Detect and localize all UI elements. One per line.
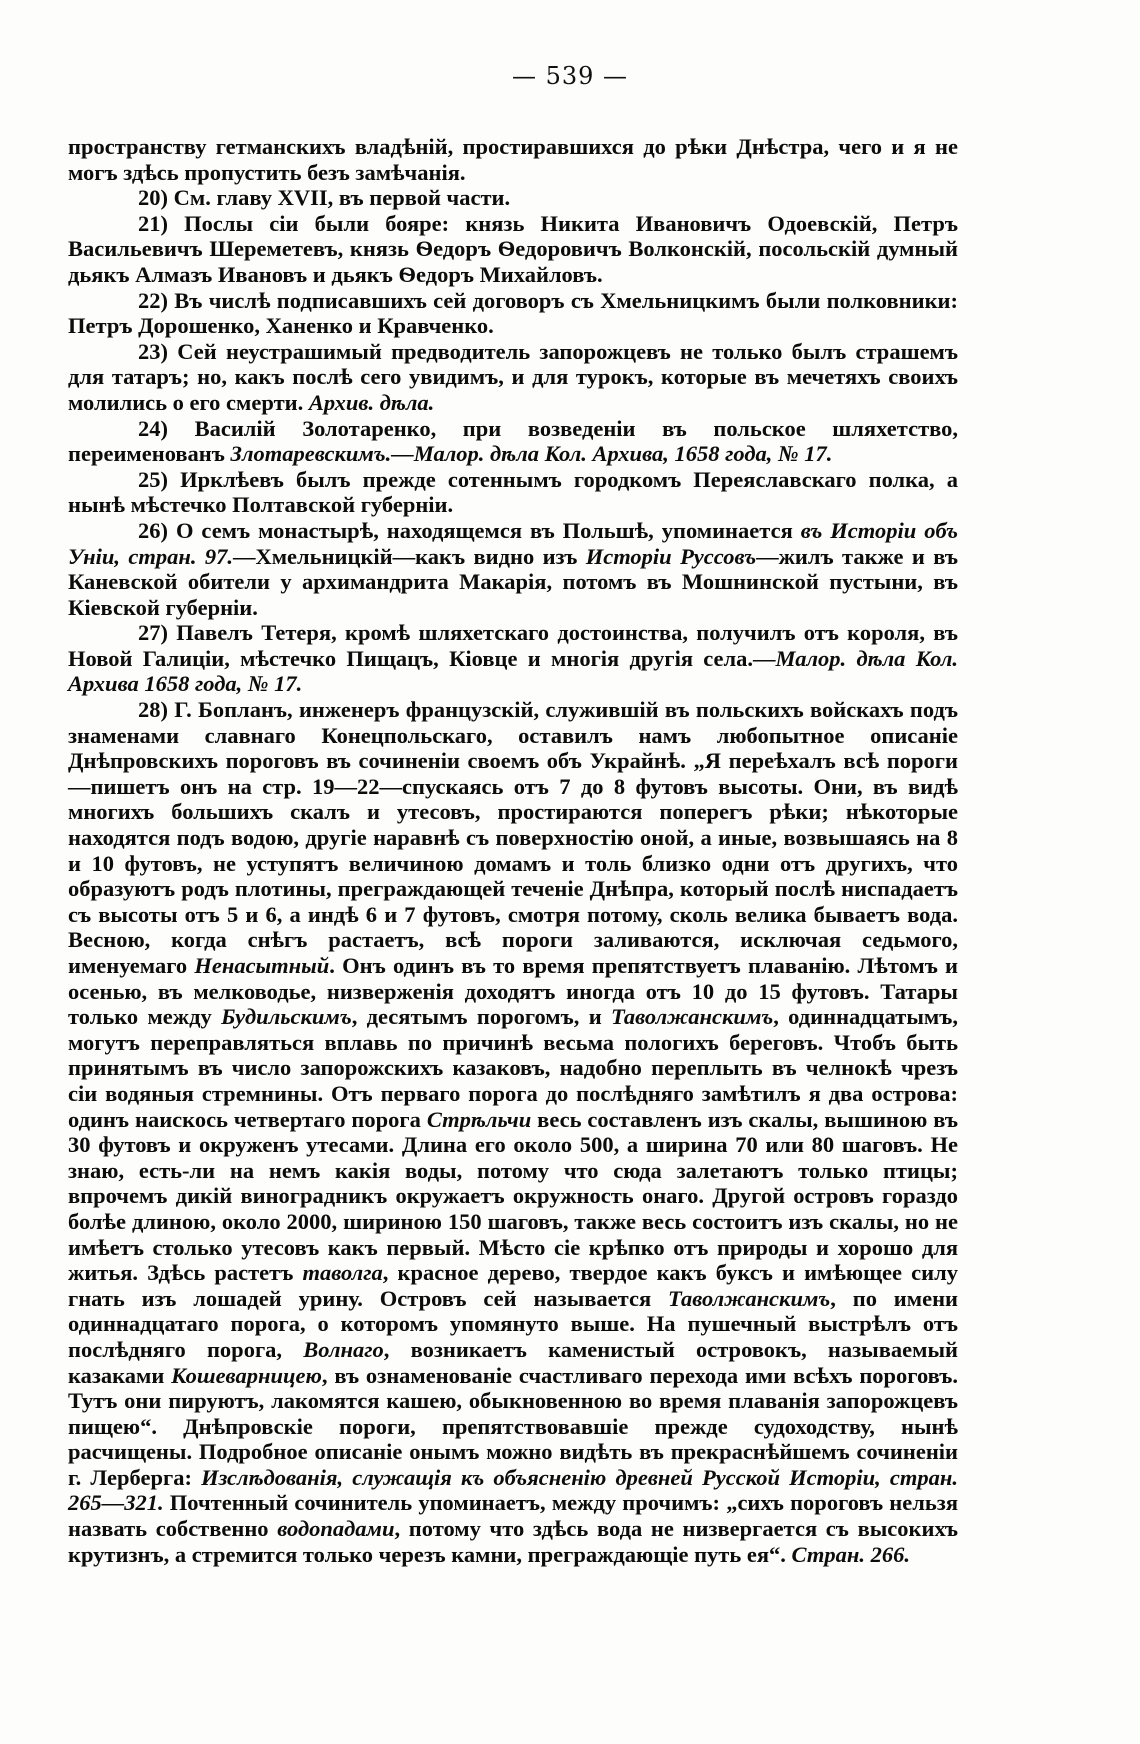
italic-citation: Малор. дѣла Кол. Архива 1658 года, № 17. [68,645,958,697]
footnote-28 [68,697,958,1567]
text-run: 27) Павелъ Тетеря, кромѣ шляхетскаго достоинства, получилъ отъ короля, въ Новой Галиціи, мѣстечко Пищацъ, Кіовце и многія другія села.— [68,620,958,671]
footnotes-text [68,134,958,1567]
page-number: — 539 — [511,62,629,90]
text-run: —Хмельницкій—какъ видно изъ [232,543,586,569]
text-run: , одиннадцатымъ, могутъ переправляться вплавь по причинѣ весьма пологихъ береговъ. Чтобъ быть принятымъ въ число запорожскихъ казаковъ, надобно переплыть въ челнокѣ чрезъ сіи водяныя стремнины. Отъ перваго порога до послѣдняго замѣтилъ я два острова: одинъ наискось четвертаго порога [68,1004,958,1132]
text-run: 24) Василій Золотаренко, при возведеніи въ польское шляхетство, переименованъ [68,415,958,467]
italic-citation: Злотаревскимъ.—Малор. дѣла Кол. Архива, 1658 года, № 17. [230,441,833,467]
italic-citation: водопадами [277,1516,395,1542]
italic-citation: Изслѣдованія, служащія къ объясненію древней Русской Исторіи, стран. 265—321. [68,1464,958,1516]
footnote-27 [68,620,958,697]
footnote-24 [68,416,958,467]
text-run: 22) Въ числѣ подписавшихъ сей договоръ съ Хмельницкимъ были полковники: Петръ Дорошенко, Ханенко и Кравченко. [68,287,958,339]
continued-paragraph [68,134,958,185]
italic-citation: въ Исторіи объ Уніи, стран. 97. [68,517,958,569]
text-run: , въ ознаменованіе счастливаго перехода ими всѣхъ пороговъ. Тутъ они пируютъ, лакомятся кашею, обыкновенною во время плаванія запорожцевъ пищею“. Днѣпровскіе пороги, препятствовавшіе прежде судоходству, нынѣ расчищены. Подробное описаніе онымъ можно видѣть въ прекраснѣйшемъ сочиненіи г. Лерберга: [68,1362,958,1490]
text-run: Почтенный сочинитель упоминаетъ, между прочимъ: „сихъ пороговъ нельзя назвать собственно [68,1490,958,1542]
italic-citation: Кошеварницею [171,1362,322,1388]
italic-citation: Стран. 266. [791,1541,910,1567]
text-run: , красное дерево, твердое какъ буксъ и имѣющее силу гнать изъ лошадей урину. Островъ сей называется [68,1260,958,1311]
text-run: 20) См. главу XVII, въ первой части. [138,185,511,211]
footnote-20 [68,185,958,211]
italic-citation: таволга [302,1260,383,1286]
italic-citation: Таволжанскимъ [668,1285,831,1311]
text-run: 23) Сей неустрашимый предводитель запорожцевъ не только былъ страшемъ для татаръ; но, какъ послѣ сего увидимъ, и для турокъ, которые въ мечетяхъ своихъ молились о его смерти. [68,338,958,415]
text-run: —жилъ также и въ Каневской обители у архимандрита Макарія, потомъ въ Мошнинской пустыни, въ Кіевской губерніи. [68,543,958,620]
footnote-22 [68,288,958,339]
text-run: , возникаетъ каменистый островокъ, называемый казаками [68,1336,958,1388]
footnote-23 [68,339,958,416]
text-run: , потому что здѣсь вода не низвергается съ высокихъ крутизнъ, а стремится только черезъ камни, преграждающіе путь ея“. [68,1516,958,1567]
text-run: 25) Ирклѣевъ былъ прежде сотеннымъ городкомъ Переяславскаго полка, а нынѣ мѣстечко Полтавской губерніи. [68,466,958,518]
text-run: , десятымъ порогомъ, и [351,1004,611,1030]
italic-citation: Ненасытный [194,953,330,978]
italic-citation: Архив. дѣла. [308,389,435,415]
italic-citation: Исторіи Руссовъ [585,543,757,569]
text-run: 26) О семъ монастырѣ, находящемся въ Польшѣ, упоминается [138,517,801,543]
italic-citation: Будильскимъ [221,1004,352,1030]
italic-citation: Стрѣльчи [426,1106,532,1132]
text-run: 28) Г. Бопланъ, инженеръ французскій, служившій въ польскихъ войскахъ подъ знаменами славнаго Конецпольскаго, оставилъ намъ любопытное описаніе Днѣпровскихъ пороговъ въ сочиненіи своемъ объ Украйнѣ. „Я переѣхалъ всѣ пороги—пишетъ онъ на стр. 19—22—спускаясь отъ 7 до 8 футовъ высоты. Они, въ видѣ многихъ большихъ скалъ и утесовъ, простираются поперегъ рѣки; нѣкоторые находятся подъ водою, другіе наравнѣ съ поверхностію оной, а иные, возвышаясь на 8 и 10 футовъ, не уступятъ величиною домамъ и толь близко одни отъ другихъ, что образуютъ родъ плотины, преграждающей теченіе Днѣпра, который послѣ ниспадаетъ съ высоты отъ 5 и 6, а индѣ 6 и 7 футовъ, смотря потому, сколь велика бываетъ вода. Весною, когда снѣгъ растаетъ, всѣ пороги заливаются, исключая седьмого, именуемаго [68,697,958,978]
text-run: . Онъ одинъ въ то время препятствуетъ плаванію. Лѣтомъ и осенью, въ мелководье, низверженія доходятъ иногда отъ 10 до 15 футовъ. Татары только между [68,953,958,1030]
italic-citation: Волнаго [303,1336,384,1362]
text-run: , по имени одиннадцатаго порога, о которомъ упомянуто выше. На пушечный выстрѣлъ отъ послѣдняго порога, [68,1285,959,1362]
text-run: весь составленъ изъ скалы, вышиною въ 30 футовъ и окруженъ утесами. Длина его около 500, а ширина 70 или 80 шаговъ. Не знаю, есть-ли на немъ какія воды, потому что сюда залетаютъ только птицы; впрочемъ дикій виноградникъ окружаетъ окружность онаго. Другой островъ гораздо болѣе длиною, около 2000, шириною 150 шаговъ, также весь состоитъ изъ скалы, но не имѣетъ столько утесовъ какъ первый. Мѣсто сіе крѣпко отъ природы и хорошо для житья. Здѣсь растетъ [68,1106,958,1286]
footnote-21 [68,211,958,288]
footnote-25 [68,467,958,518]
text-run: пространству гетманскихъ владѣній, простиравшихся до рѣки Днѣстра, чего и я не могъ здѣсь пропустить безъ замѣчанія. [68,134,958,185]
italic-citation: Таволжанскимъ [611,1004,774,1030]
footnote-26 [68,518,958,620]
text-run: 21) Послы сіи были бояре: князь Никита Ивановичъ Одоевскій, Петръ Васильевичъ Шереметевъ, князь Ѳедоръ Ѳедоровичъ Волконскій, посольскій думный дьякъ Алмазъ Ивановъ и дьякъ Ѳедоръ Михайловъ. [68,210,958,287]
